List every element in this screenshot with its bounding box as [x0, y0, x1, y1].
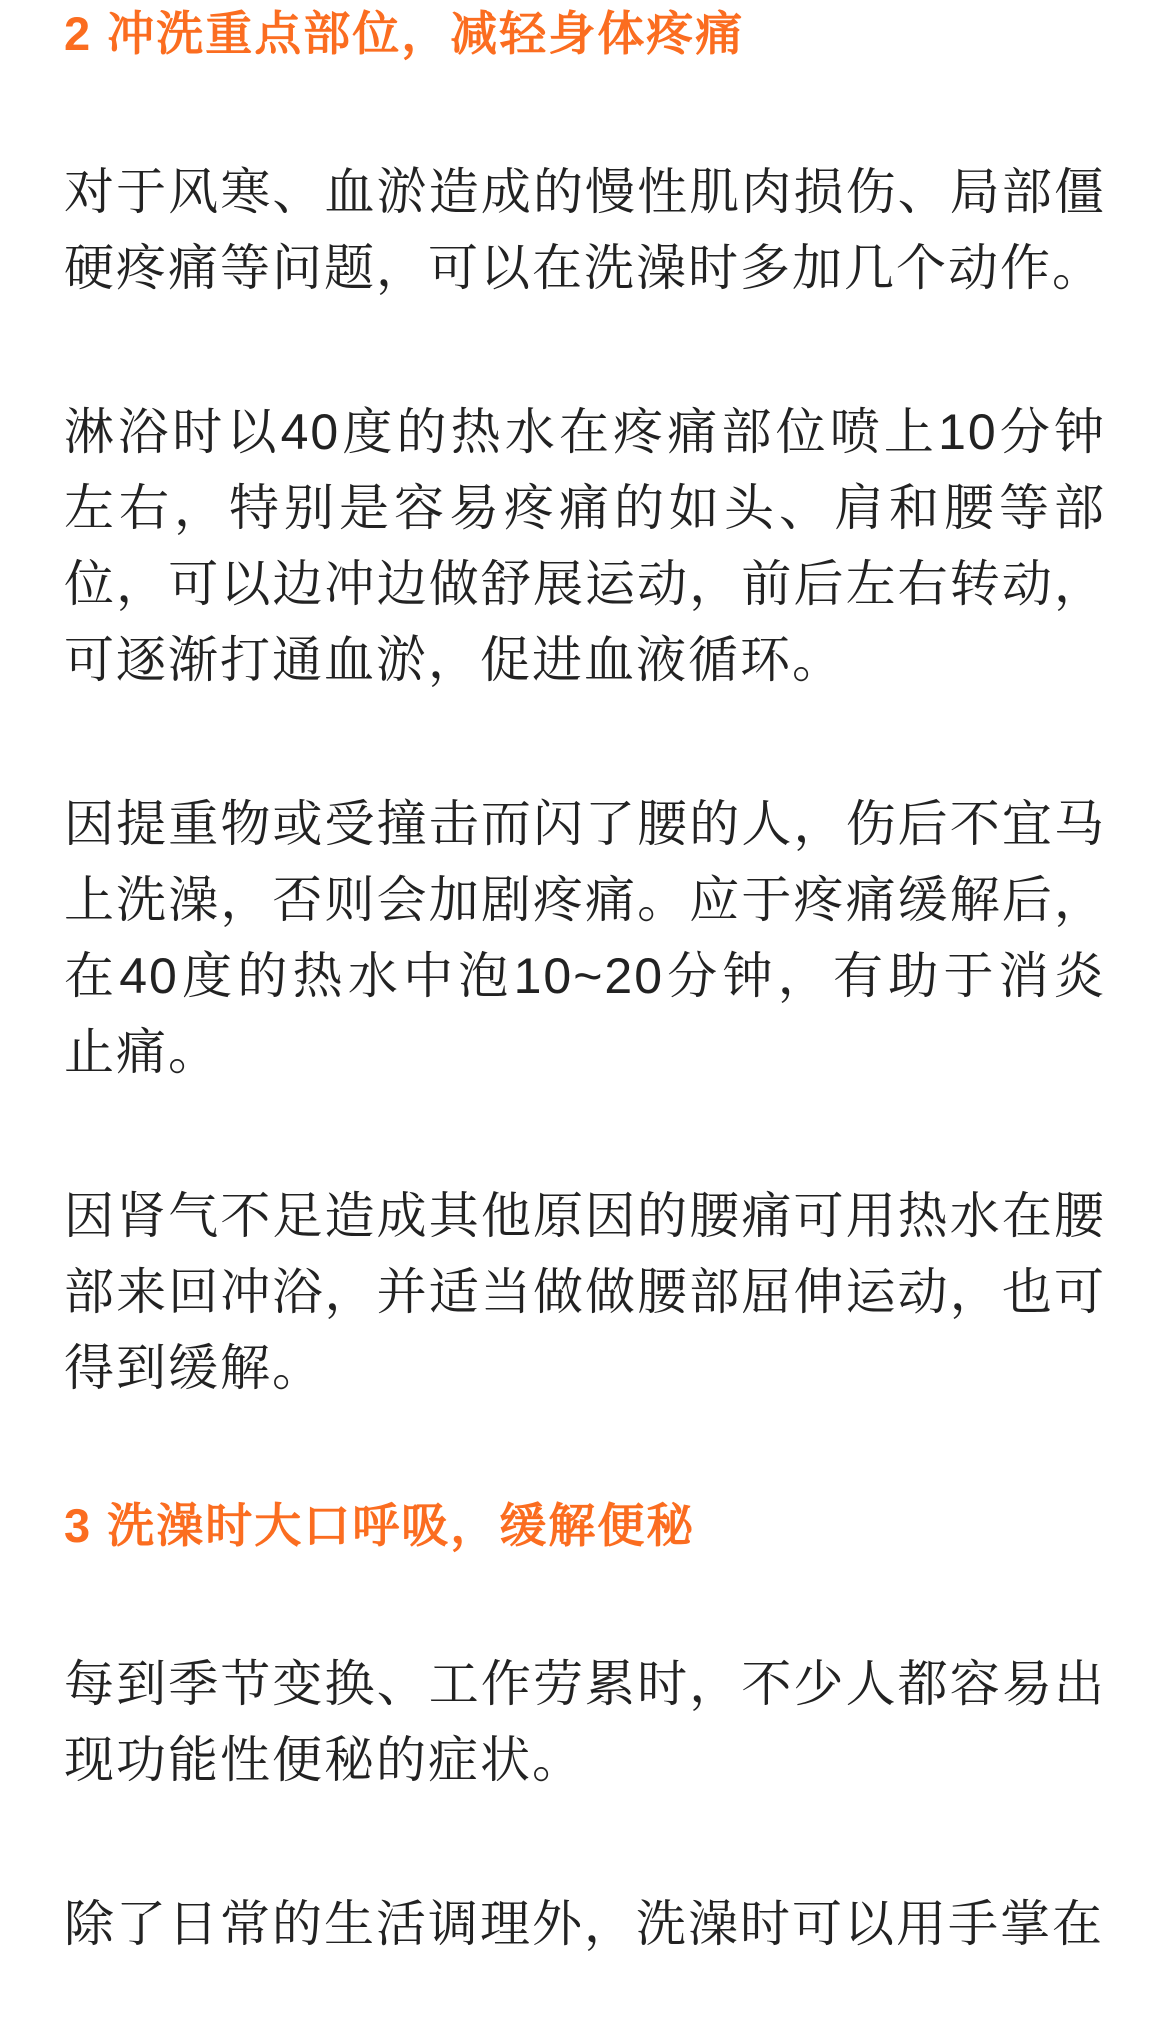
paragraph-palm-massage-cutoff: 除了日常的生活调理外，洗澡时可以用手掌在	[64, 1896, 1104, 1952]
paragraph-shower-40-degrees: 淋浴时以40度的热水在疼痛部位喷上10分钟左右，特别是容易疼痛的如头、肩和腰等部位，可以边冲边做舒展运动，前后左右转动，可逐渐打通血淤，促进血液循环。	[64, 404, 1106, 688]
paragraph-constipation-intro: 每到季节变换、工作劳累时，不少人都容易出现功能性便秘的症状。	[64, 1656, 1106, 1788]
section-heading-3: 3 洗澡时大口呼吸，缓解便秘	[64, 1499, 696, 1552]
section-heading-2: 2 冲洗重点部位，减轻身体疼痛	[64, 7, 745, 60]
paragraph-kidney-waist-pain: 因肾气不足造成其他原因的腰痛可用热水在腰部来回冲浴，并适当做做腰部屈伸运动，也可得到缓解。	[64, 1188, 1106, 1396]
paragraph-sprained-waist: 因提重物或受撞击而闪了腰的人，伤后不宜马上洗澡，否则会加剧疼痛。应于疼痛缓解后，在40度的热水中泡10~20分钟，有助于消炎止痛。	[64, 796, 1106, 1080]
paragraph-chronic-injury-intro: 对于风寒、血淤造成的慢性肌肉损伤、局部僵硬疼痛等问题，可以在洗澡时多加几个动作。	[64, 164, 1106, 296]
